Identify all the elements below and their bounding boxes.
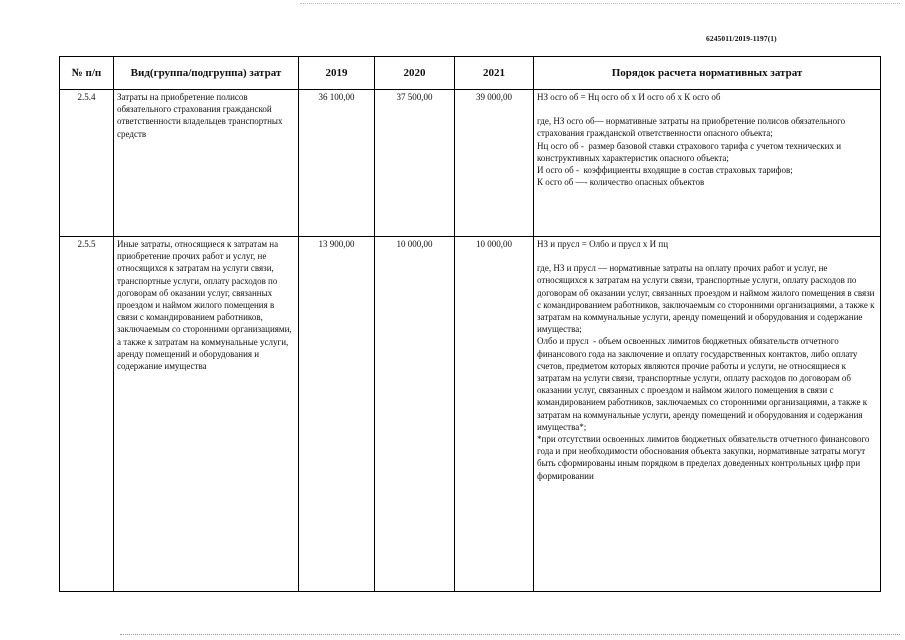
header-cost-type: Вид(группа/подгруппа) затрат bbox=[114, 57, 299, 90]
formula-explanation: где, НЗ и прусл — нормативные затраты на оплату прочих работ и услуг, не относящихся к затратам на услуги связи, транспортные услуги, оплату расходов по договорам об оказании услуг, связанных проездом и наймом жилого помещения в связи с командированием работников, заключаемым со сторонними организациями, а также к затратам на коммунальные услуги, аренду помещений и оборудования и содержание имущества; Олбо и прусл - объем освоенных лимитов бюджетных обязательств отчетного финансового года на заключение и оплату государственных контактов, либо оплату счетов, предметом которых являются прочие работы и услуги, не относящиеся к затратам на услуги связи, транспортные услуги, оплату расходов по договорам об оказании услуг, связанных с проездом и наймом жилого помещения в связи с командированием работников, заключаемых со сторонними организациями, а также к затратам на коммунальные услуги, аренду помещений и оборудования и содержания имущества*; *при отсутствии освоенных лимитов бюджетных обязательств отчетного финансового года и при необходимости обоснования объекта закупки, нормативные затраты могут быть сформированы иным порядком в пределах доведенных контрольных цифр при формировании bbox=[537, 263, 875, 481]
header-2020: 2020 bbox=[375, 57, 455, 90]
formula: НЗ и прусл = Олбо и прусл х И пц bbox=[537, 239, 669, 249]
document-id: 6245011/2019-1197(1) bbox=[706, 34, 777, 43]
table-row bbox=[60, 237, 881, 592]
scan-edge-bottom bbox=[120, 634, 900, 637]
header-2019: 2019 bbox=[299, 57, 375, 90]
table-header-row bbox=[60, 57, 881, 90]
calc-method-cell bbox=[534, 237, 881, 592]
value-2020: 37 500,00 bbox=[375, 90, 455, 237]
value-2021: 10 000,00 bbox=[455, 237, 534, 592]
value-2019: 36 100,00 bbox=[299, 90, 375, 237]
row-number: 2.5.4 bbox=[60, 90, 114, 237]
cost-type-cell: Затраты на приобретение полисов обязательного страхования гражданской ответственности владельцев транспортных средств bbox=[114, 90, 299, 237]
value-2020: 10 000,00 bbox=[375, 237, 455, 592]
formula: НЗ осго об = Нц осго об х И осго об х К осго об bbox=[537, 92, 721, 102]
value-2019: 13 900,00 bbox=[299, 237, 375, 592]
cost-table bbox=[59, 56, 881, 592]
spacer bbox=[537, 103, 877, 115]
spacer bbox=[537, 250, 877, 262]
row-number: 2.5.5 bbox=[60, 237, 114, 592]
cost-type-cell: Иные затраты, относящиеся к затратам на приобретение прочих работ и услуг, не относящихся к затратам на услуги связи, транспортные услуги, оплату расходов по договорам об оказании услуг, связанных проездом и наймом жилого помещения в связи с командированием работников, заключаемым со сторонними организациями, а также к затратам на коммунальные услуги, аренду помещений и оборудования и содержание имущества bbox=[114, 237, 299, 592]
table-row bbox=[60, 90, 881, 237]
value-2021: 39 000,00 bbox=[455, 90, 534, 237]
calc-method-cell bbox=[534, 90, 881, 237]
header-calc-method: Порядок расчета нормативных затрат bbox=[534, 57, 881, 90]
formula-explanation: где, НЗ осго об— нормативные затраты на приобретение полисов обязательного страхования гражданской ответственности опасного объекта; Нц осго об - размер базовой ставки страхового тарифа с учетом технических и конструктивных характеристик опасного объекта; И осго об - коэффициенты входящие в состав страховых тарифов; К осго об —- количество опасных объектов bbox=[537, 116, 846, 188]
header-2021: 2021 bbox=[455, 57, 534, 90]
scan-edge-top bbox=[300, 3, 900, 6]
header-num: № п/п bbox=[60, 57, 114, 90]
